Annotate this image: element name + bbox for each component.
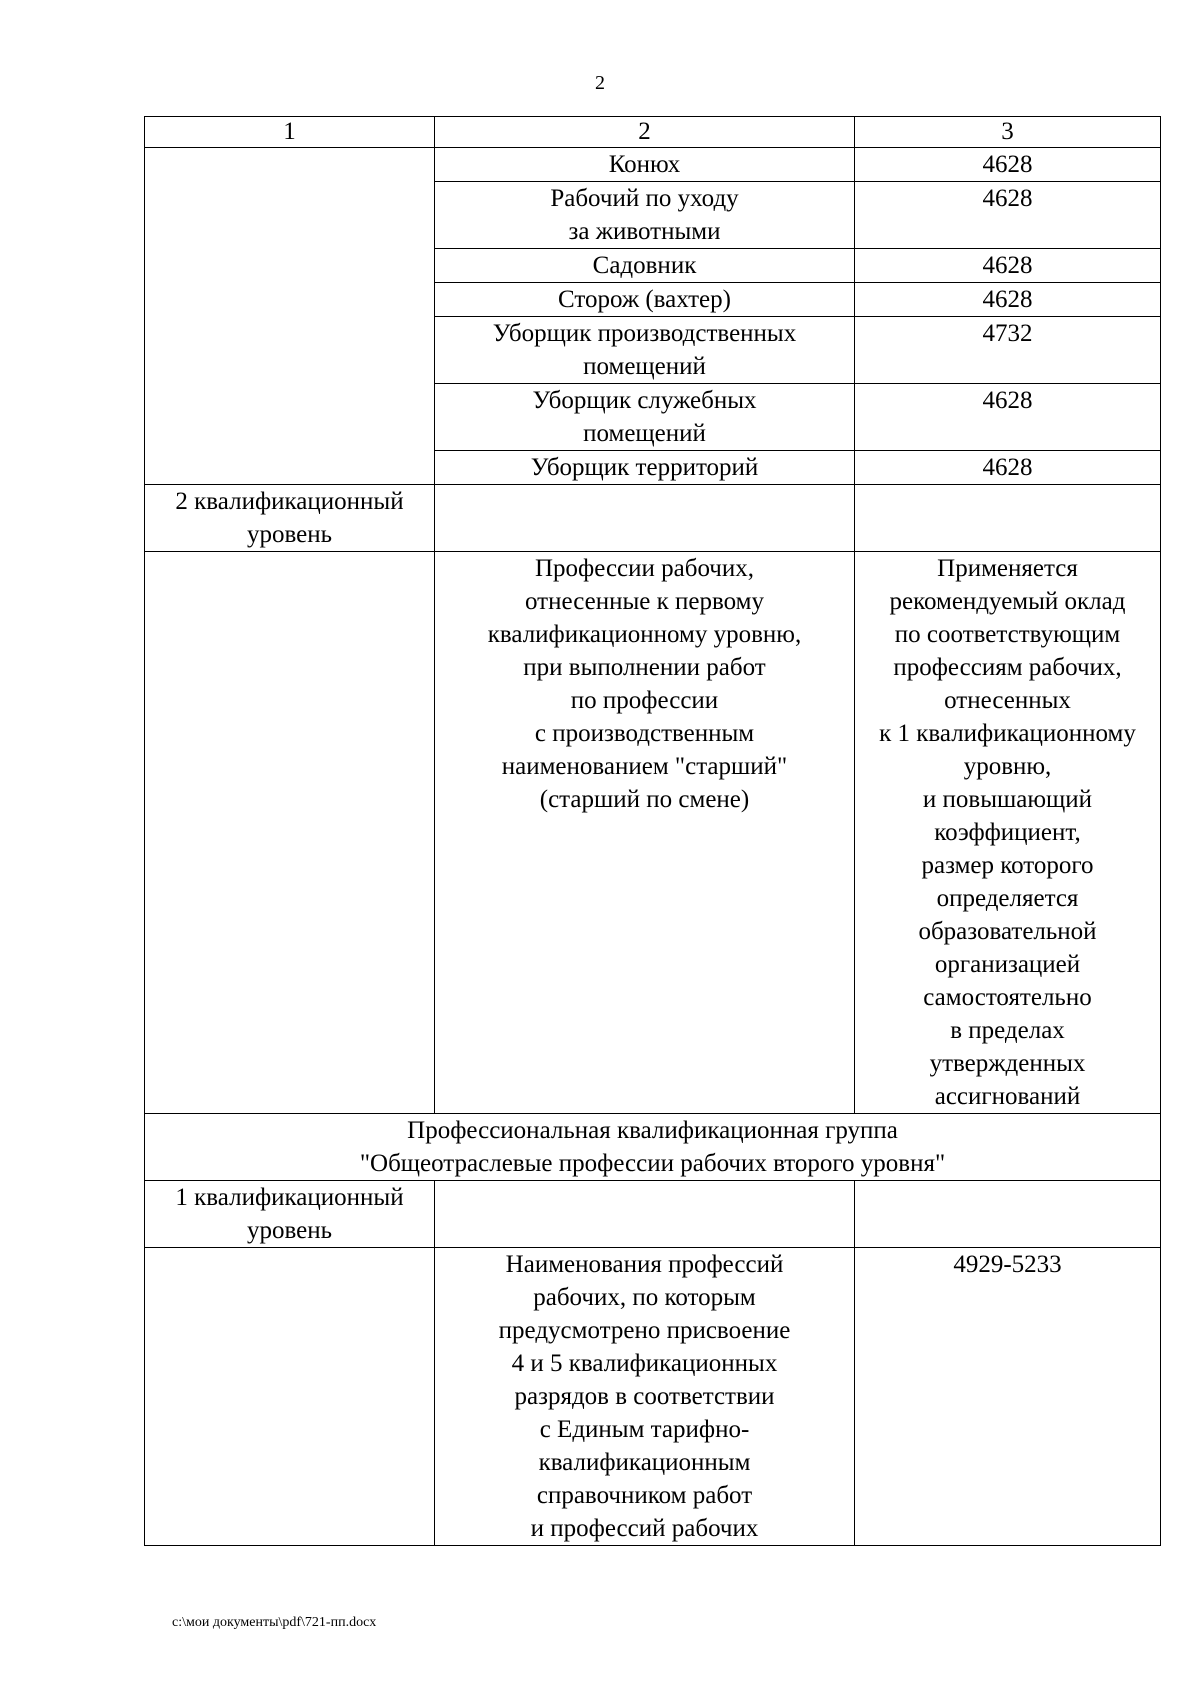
header-cell: 1: [145, 117, 435, 148]
empty-cell: [855, 485, 1161, 552]
header-cell: 3: [855, 117, 1161, 148]
salary-description: Применяется рекомендуемый оклад по соответствующим профессиям рабочих, отнесенных к 1 квалификационному уровню, и повышающий коэффициент, размер которого определяется образовательной организацией самостоятельно в пределах утвержденных ассигнований: [855, 552, 1161, 1114]
empty-cell: [145, 148, 435, 485]
table-row: [145, 148, 1161, 182]
position-name: Садовник: [435, 249, 855, 283]
qualification-level-label: 2 квалификационный уровень: [145, 485, 435, 552]
salary-value: 4628: [855, 283, 1161, 317]
group-title: Профессиональная квалификационная группа "Общеотраслевые профессии рабочих второго уровня": [145, 1114, 1161, 1181]
table-row: [145, 552, 1161, 1114]
table-row: [145, 1114, 1161, 1181]
position-name: Уборщик территорий: [435, 451, 855, 485]
position-name: Конюх: [435, 148, 855, 182]
salary-value: 4628: [855, 384, 1161, 451]
table-row: [145, 485, 1161, 552]
salary-table: [144, 116, 1161, 1546]
salary-value: 4929-5233: [855, 1248, 1161, 1546]
empty-cell: [435, 1181, 855, 1248]
table-row: [145, 1181, 1161, 1248]
empty-cell: [145, 552, 435, 1114]
position-name: Сторож (вахтер): [435, 283, 855, 317]
profession-description: Наименования профессий рабочих, по которым предусмотрено присвоение 4 и 5 квалификационных разрядов в соответствии с Единым тарифно- квалификационным справочником работ и профессий рабочих: [435, 1248, 855, 1546]
salary-value: 4628: [855, 249, 1161, 283]
empty-cell: [855, 1181, 1161, 1248]
salary-value: 4628: [855, 182, 1161, 249]
qualification-level-label: 1 квалификационный уровень: [145, 1181, 435, 1248]
header-cell: 2: [435, 117, 855, 148]
empty-cell: [435, 485, 855, 552]
document-path-footer: c:\мои документы\pdf\721-пп.docx: [172, 1615, 377, 1630]
profession-description: Профессии рабочих, отнесенные к первому квалификационному уровню, при выполнении работ по профессии с производственным наименованием "старший" (старший по смене): [435, 552, 855, 1114]
page-number: 2: [595, 72, 605, 94]
position-name: Рабочий по уходу за животными: [435, 182, 855, 249]
table-header-row: [145, 117, 1161, 148]
empty-cell: [145, 1248, 435, 1546]
salary-value: 4732: [855, 317, 1161, 384]
position-name: Уборщик производственных помещений: [435, 317, 855, 384]
salary-value: 4628: [855, 451, 1161, 485]
salary-value: 4628: [855, 148, 1161, 182]
table-row: [145, 1248, 1161, 1546]
position-name: Уборщик служебных помещений: [435, 384, 855, 451]
